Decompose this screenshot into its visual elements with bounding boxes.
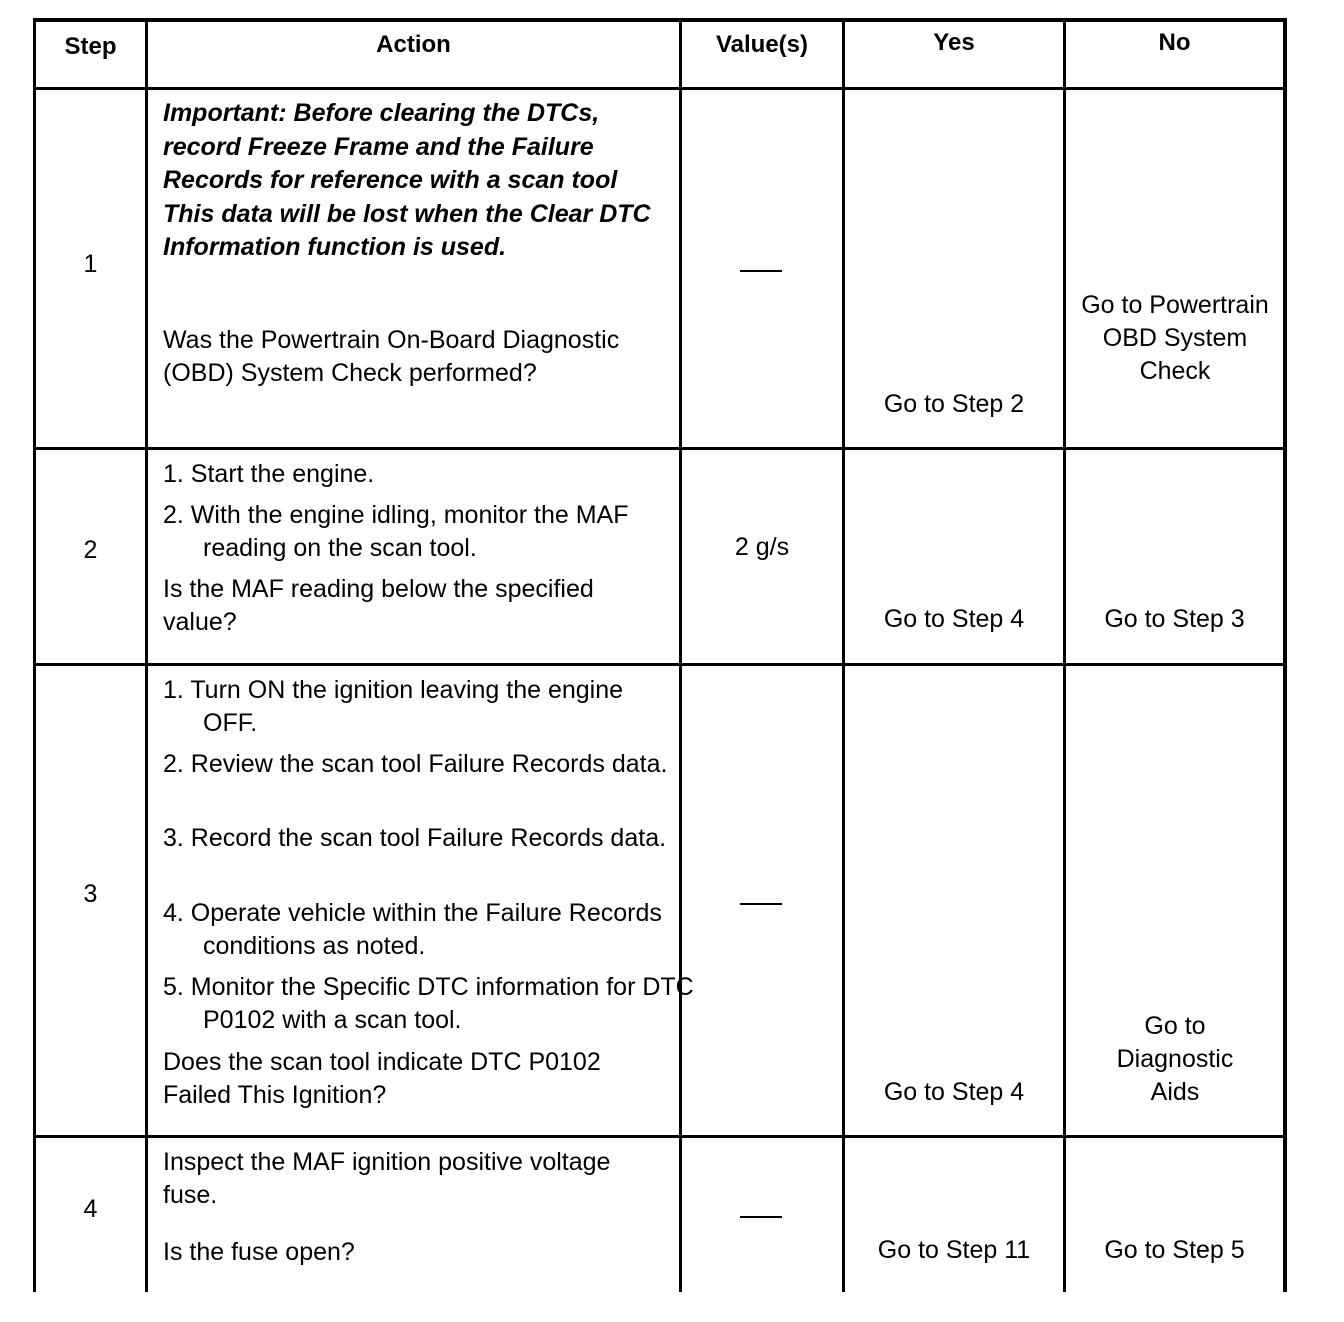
col-border-yes-no bbox=[1063, 18, 1066, 1292]
row2-item-2: 2. With the engine idling, monitor the MAF reading on the scan tool. bbox=[163, 501, 629, 562]
row3-item-4: 4. Operate vehicle within the Failure Records conditions as noted. bbox=[163, 899, 662, 960]
col-border-step-action bbox=[145, 18, 148, 1292]
row4-no: Go to Step 5 bbox=[1104, 1236, 1245, 1264]
row2-value: 2 g/s bbox=[734, 533, 790, 561]
row1-no: Go to Powertrain OBD System Check bbox=[1081, 291, 1269, 385]
row3-step: 3 bbox=[83, 880, 98, 908]
row3-question: Does the scan tool indicate DTC P0102 Failed This Ignition? bbox=[163, 1048, 601, 1109]
header-values: Value(s) bbox=[715, 31, 809, 58]
row4-question: Is the fuse open? bbox=[163, 1238, 355, 1266]
table-top-border bbox=[33, 18, 1287, 22]
row2-question: Is the MAF reading below the specified value? bbox=[163, 575, 594, 636]
header-bottom-border bbox=[33, 87, 1287, 90]
row1-yes: Go to Step 2 bbox=[883, 390, 1025, 418]
row4-yes: Go to Step 11 bbox=[877, 1236, 1031, 1264]
row3-bottom-border bbox=[33, 1135, 1287, 1138]
row4-value-dash bbox=[740, 1216, 782, 1218]
row3-item-3: 3. Record the scan tool Failure Records data. bbox=[163, 824, 667, 852]
row4-intro: Inspect the MAF ignition positive voltage fuse. bbox=[163, 1148, 611, 1209]
row1-bottom-border bbox=[33, 447, 1287, 450]
row2-bottom-border bbox=[33, 663, 1287, 666]
col-border-left bbox=[33, 18, 36, 1292]
row1-important-note: Important: Before clearing the DTCs, record Freeze Frame and the Failure Records for reference with a scan tool This data will be lost when the Clear DTC Information function is used. bbox=[163, 99, 651, 262]
header-action: Action bbox=[376, 31, 451, 58]
row2-step: 2 bbox=[83, 536, 98, 564]
row2-no: Go to Step 3 bbox=[1104, 605, 1245, 633]
col-border-right bbox=[1283, 18, 1287, 1292]
row3-value-dash bbox=[740, 903, 782, 905]
row1-value-dash bbox=[740, 270, 782, 272]
row3-yes: Go to Step 4 bbox=[883, 1078, 1025, 1106]
header-step: Step bbox=[64, 33, 117, 60]
header-no: No bbox=[1158, 29, 1191, 56]
row1-step: 1 bbox=[83, 250, 98, 278]
col-border-action-value bbox=[679, 18, 682, 1292]
row3-item-2: 2. Review the scan tool Failure Records data. bbox=[163, 750, 668, 778]
row1-question: Was the Powertrain On-Board Diagnostic (OBD) System Check performed? bbox=[163, 326, 620, 387]
row3-item-5: 5. Monitor the Specific DTC information for DTC P0102 with a scan tool. bbox=[163, 973, 694, 1034]
row4-step: 4 bbox=[83, 1195, 98, 1223]
row3-item-1: 1. Turn ON the ignition leaving the engine OFF. bbox=[163, 676, 624, 737]
row2-item-1: 1. Start the engine. bbox=[163, 460, 375, 488]
row2-yes: Go to Step 4 bbox=[883, 605, 1025, 633]
row3-no: Go to Diagnostic Aids bbox=[1116, 1012, 1234, 1106]
header-yes: Yes bbox=[933, 29, 975, 56]
